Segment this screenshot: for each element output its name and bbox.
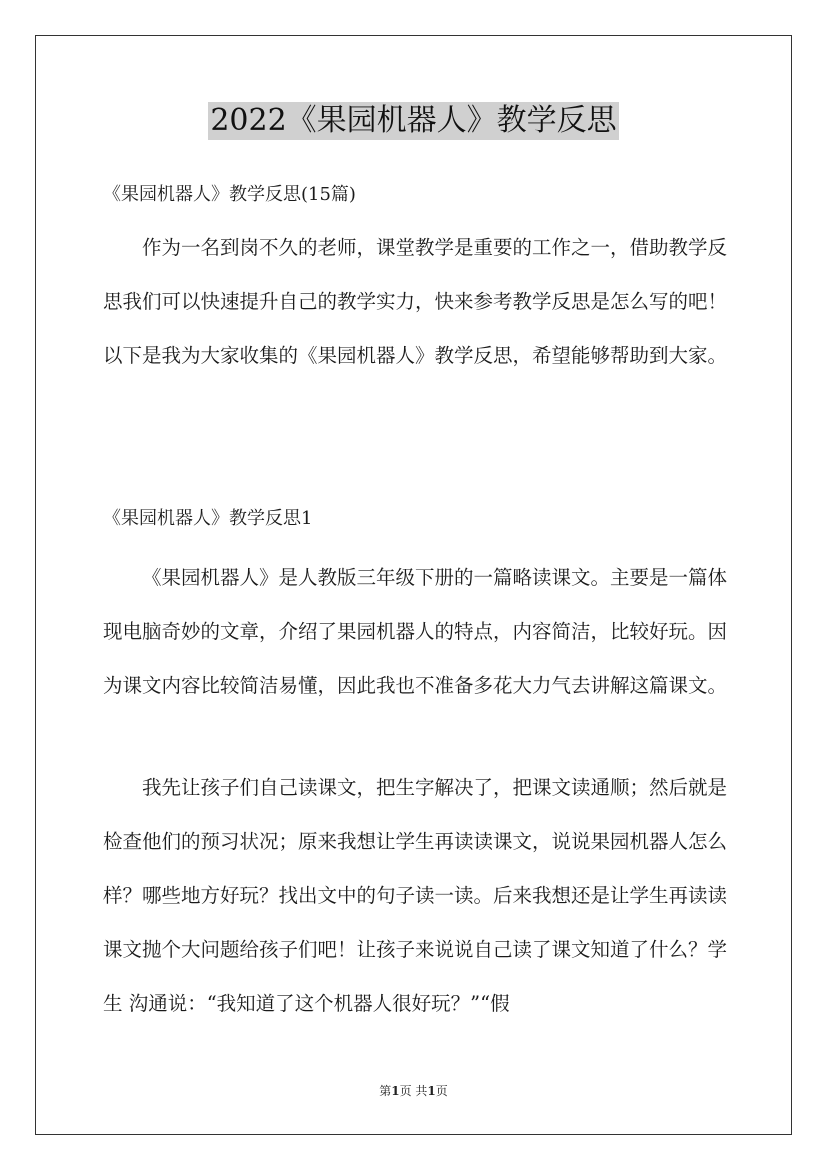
document-subtitle: 《果园机器人》教学反思(15篇) <box>103 184 356 205</box>
intro-paragraph: 作为一名到岗不久的老师，课堂教学是重要的工作之一，借助教学反思我们可以快速提升自己的教学实力，快来参考教学反思是怎么写的吧！以下是我为大家收集的《果园机器人》教学反思，希望能够帮助到大家。 <box>103 236 728 367</box>
footer-current-page: 1 <box>391 1084 400 1098</box>
title-container <box>0 102 827 140</box>
footer-total-pages: 1 <box>427 1084 436 1098</box>
body-paragraph-2: 我先让孩子们自己读课文，把生字解决了，把课文读通顺；然后就是检查他们的预习状况；原来我想让学生再读读课文，说说果园机器人怎么样？哪些地方好玩？找出文中的句子读一读。后来我想还是让学生再读读课文抛个大问题给孩子们吧！让孩子来说说自己读了课文知道了什么？学生 沟通说：“我知道了这个机器人很好玩？”“假 <box>103 776 728 1015</box>
page-footer <box>0 1083 827 1099</box>
footer-mid: 页 共 <box>399 1084 428 1098</box>
footer-suffix: 页 <box>435 1084 448 1098</box>
section-heading: 《果园机器人》教学反思1 <box>103 508 313 529</box>
body-paragraph-1: 《果园机器人》是人教版三年级下册的一篇略读课文。主要是一篇体现电脑奇妙的文章，介绍了果园机器人的特点，内容简洁，比较好玩。因为课文内容比较简洁易懂，因此我也不准备多花大力气去讲解这篇课文。 <box>103 566 728 697</box>
document-title: 2022《果园机器人》教学反思 <box>210 103 617 138</box>
footer-prefix: 第 <box>379 1084 392 1098</box>
